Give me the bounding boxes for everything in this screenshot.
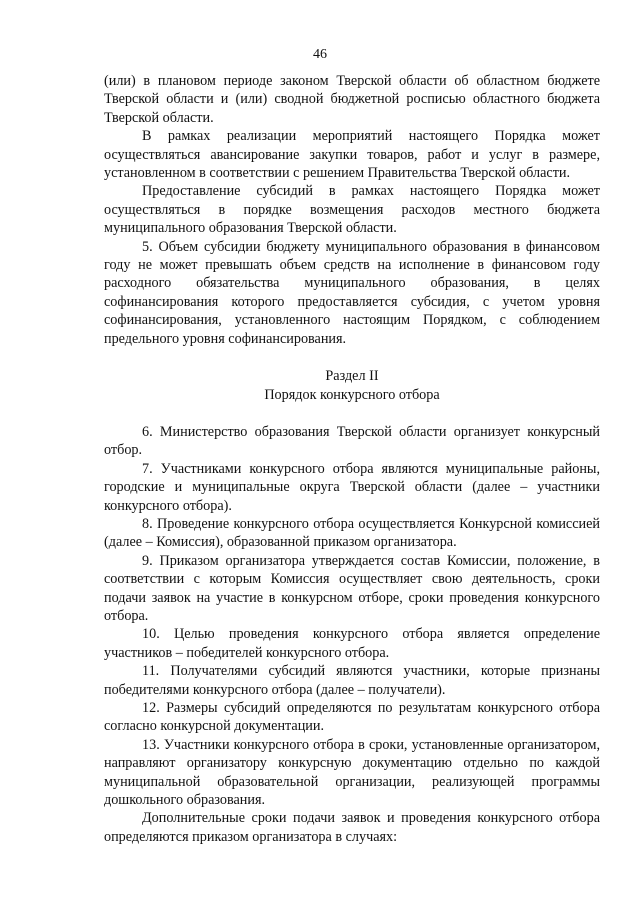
paragraph-item-10: 10. Целью проведения конкурсного отбора является определение участников – победителей конкурсного отбора.: [104, 626, 600, 661]
paragraph-item-5: 5. Объем субсидии бюджету муниципального образования в финансовом году не может превышать объем средств на исполнение в финансовом году расходного обязательства муниципального образования, в целях софинансирования которого предоставляется субсидия, с учетом уровня софинансирования, установленного настоящим Порядком, с соблюдением предельного уровня софинансирования.: [104, 238, 600, 347]
paragraph-continuation: (или) в плановом периоде законом Тверской области об областном бюджете Тверской области и (или) сводной бюджетной росписью областного бюджета Тверской области.: [104, 73, 600, 126]
page-number: 46: [313, 47, 327, 62]
paragraph-item-13: 13. Участники конкурсного отбора в сроки, установленные организатором, направляют организатору конкурсную документацию отдельно по каждой муниципальной образовательной организации, реализующей программы дошкольного образования.: [104, 736, 600, 809]
paragraph-item-12: 12. Размеры субсидий определяются по результатам конкурсного отбора согласно конкурсной документации.: [104, 700, 600, 735]
section-number: Раздел II: [325, 368, 379, 385]
paragraph-advance-payment: В рамках реализации мероприятий настоящего Порядка может осуществляться авансирование закупки товаров, работ и услуг в размере, установленном в соответствии с решением Правительства Тверской области.: [104, 128, 600, 182]
document-body: [104, 72, 600, 846]
section-heading: [104, 367, 600, 404]
paragraph-reimbursement: Предоставление субсидий в рамках настоящего Порядка может осуществляться в порядке возмещения расходов местного бюджета муниципального образования Тверской области.: [104, 183, 600, 237]
paragraph-item-7: 7. Участниками конкурсного отбора являются муниципальные районы, городские и муниципальные округа Тверской области (далее – участники конкурсного отбора).: [104, 460, 600, 514]
paragraph-item-9: 9. Приказом организатора утверждается состав Комиссии, положение, в соответствии с которым Комиссия осуществляет свою деятельность, сроки подачи заявок на участие в конкурсном отборе, сроки проведения конкурсного отбора.: [104, 552, 600, 624]
paragraph-item-6: 6. Министерство образования Тверской области организует конкурсный отбор.: [104, 423, 600, 459]
section-title: Порядок конкурсного отбора: [264, 386, 440, 403]
paragraph-item-11: 11. Получателями субсидий являются участники, которые признаны победителями конкурсного отбора (далее – получатели).: [104, 663, 600, 698]
paragraph-item-8: 8. Проведение конкурсного отбора осуществляется Конкурсной комиссией (далее – Комиссия), образованной приказом организатора.: [104, 515, 600, 551]
paragraph-additional-deadlines: Дополнительные сроки подачи заявок и проведения конкурсного отбора определяются приказом организатора в случаях:: [104, 810, 600, 845]
